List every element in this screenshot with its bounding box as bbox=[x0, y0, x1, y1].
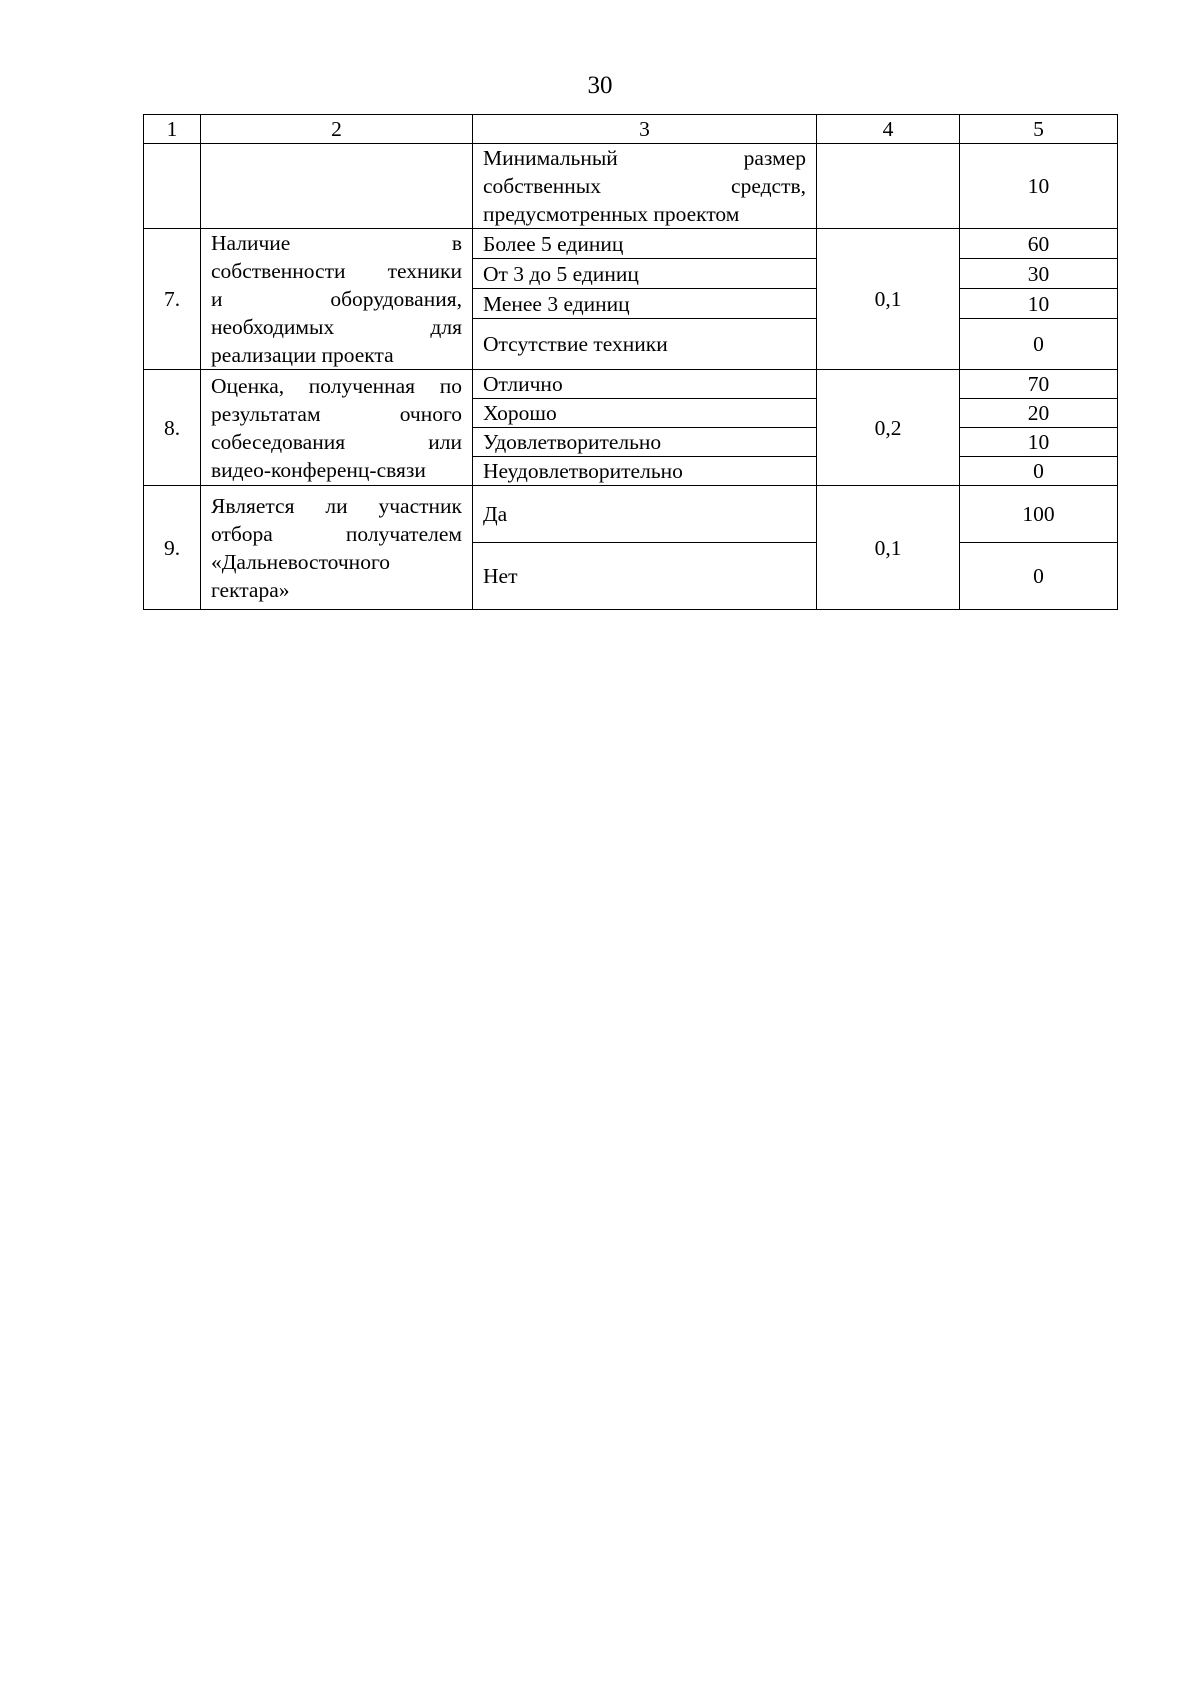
cont-option-line-1: Минимальный размер bbox=[483, 146, 806, 170]
row-7-score-2: 30 bbox=[960, 259, 1118, 289]
row-8-criterion-line-3: собеседования или bbox=[211, 429, 462, 454]
row-9-criterion bbox=[201, 486, 473, 610]
row-8-option-3: Удовлетворительно bbox=[473, 428, 817, 457]
row-9-option-2: Нет bbox=[473, 543, 817, 610]
table-row bbox=[144, 486, 1118, 543]
table-row-continuation bbox=[144, 144, 1118, 229]
header-cell-5: 5 bbox=[960, 115, 1118, 144]
header-cell-1: 1 bbox=[144, 115, 201, 144]
row-7-criterion-line-4: необходимых для bbox=[211, 315, 462, 339]
row-9-number: 9. bbox=[144, 486, 201, 610]
row-9-weight: 0,1 bbox=[817, 486, 960, 610]
row-9-criterion-line-1: Является ли участник bbox=[211, 493, 462, 518]
row-8-criterion-line-2: результатам очного bbox=[211, 401, 462, 426]
header-cell-4: 4 bbox=[817, 115, 960, 144]
row-8-number: 8. bbox=[144, 370, 201, 486]
row-7-number: 7. bbox=[144, 229, 201, 370]
row-8-score-4: 0 bbox=[960, 457, 1118, 486]
row-8-option-2: Хорошо bbox=[473, 399, 817, 428]
cont-option-line-3: предусмотренных проектом bbox=[483, 202, 740, 226]
row-8-score-1: 70 bbox=[960, 370, 1118, 399]
row-8-option-4: Неудовлетворительно bbox=[473, 457, 817, 486]
row-9-criterion-line-2: отбора получателем bbox=[211, 521, 462, 546]
row-8-criterion-line-1: Оценка, полученная по bbox=[211, 373, 462, 398]
row-8-score-3: 10 bbox=[960, 428, 1118, 457]
row-8-criterion bbox=[201, 370, 473, 486]
row-7-option-4: Отсутствие техники bbox=[473, 319, 817, 370]
row-7-option-2: От 3 до 5 единиц bbox=[473, 259, 817, 289]
row-7-criterion-line-5: реализации проекта bbox=[211, 343, 394, 367]
header-cell-2: 2 bbox=[201, 115, 473, 144]
table-row bbox=[144, 229, 1118, 259]
cont-score-cell: 10 bbox=[960, 144, 1118, 229]
row-7-criterion-line-1: Наличие в bbox=[211, 231, 462, 255]
row-7-criterion bbox=[201, 229, 473, 370]
header-cell-3: 3 bbox=[473, 115, 817, 144]
row-9-criterion-line-3: «Дальневосточного bbox=[211, 549, 390, 574]
row-8-option-1: Отлично bbox=[473, 370, 817, 399]
cont-option-cell bbox=[473, 144, 817, 229]
cont-weight-cell bbox=[817, 144, 960, 229]
row-7-criterion-line-2: собственности техники bbox=[211, 259, 462, 283]
row-9-score-2: 0 bbox=[960, 543, 1118, 610]
criteria-table bbox=[143, 114, 1118, 610]
row-7-score-1: 60 bbox=[960, 229, 1118, 259]
page-number: 30 bbox=[587, 72, 613, 99]
cont-num-cell bbox=[144, 144, 201, 229]
row-8-weight: 0,2 bbox=[817, 370, 960, 486]
row-9-score-1: 100 bbox=[960, 486, 1118, 543]
row-8-score-2: 20 bbox=[960, 399, 1118, 428]
row-9-option-1: Да bbox=[473, 486, 817, 543]
row-7-option-1: Более 5 единиц bbox=[473, 229, 817, 259]
cont-option-line-2: собственных средств, bbox=[483, 174, 806, 198]
table-header-row bbox=[144, 115, 1118, 144]
row-8-criterion-line-4: видео-конференц-связи bbox=[211, 457, 426, 482]
row-7-option-3: Менее 3 единиц bbox=[473, 289, 817, 319]
cont-criterion-cell bbox=[201, 144, 473, 229]
row-7-criterion-line-3: и оборудования, bbox=[211, 287, 462, 311]
row-7-score-3: 10 bbox=[960, 289, 1118, 319]
row-9-criterion-line-4: гектара» bbox=[211, 577, 290, 602]
row-7-score-4: 0 bbox=[960, 319, 1118, 370]
row-7-weight: 0,1 bbox=[817, 229, 960, 370]
table-row bbox=[144, 370, 1118, 399]
